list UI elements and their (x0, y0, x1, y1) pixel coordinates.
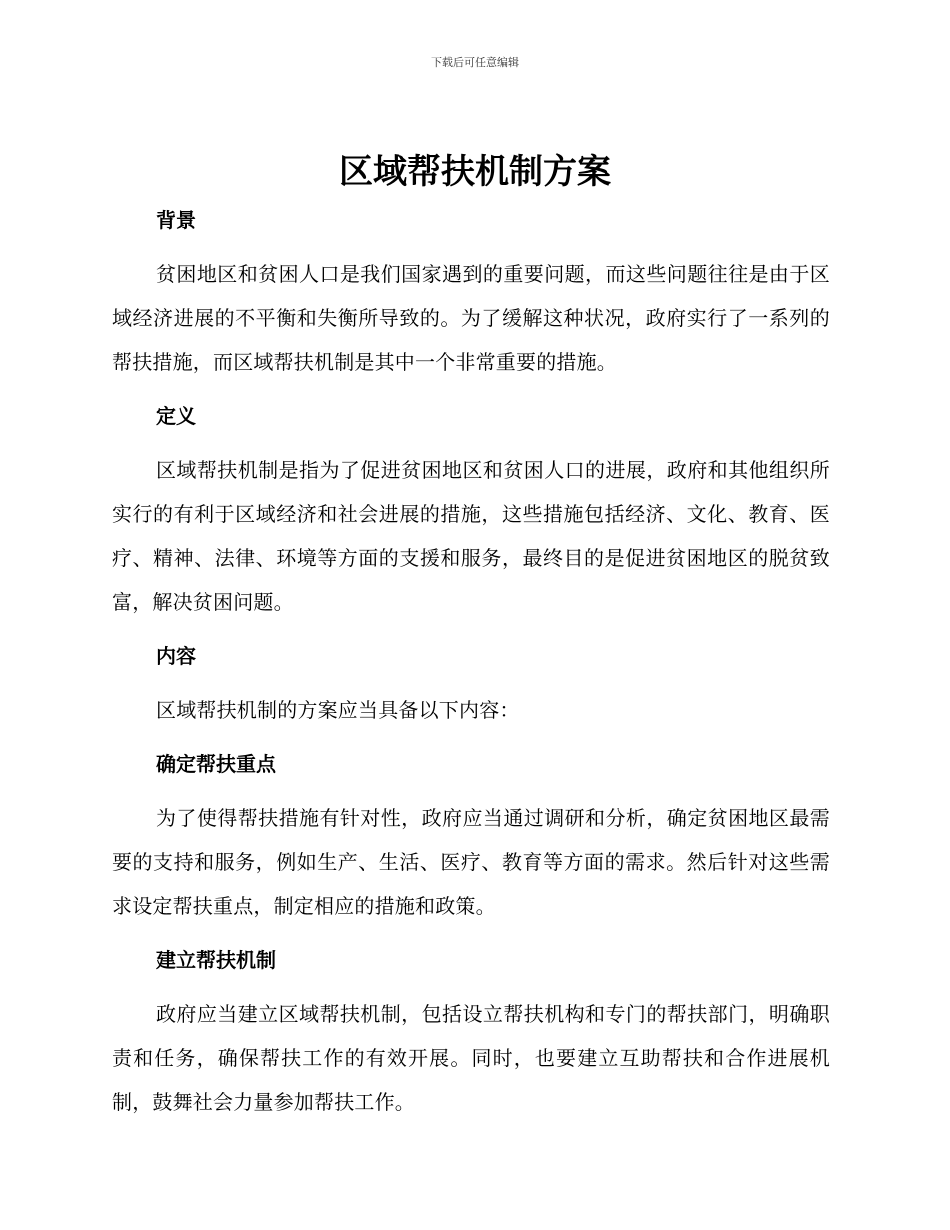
document-body (112, 198, 830, 1124)
section-paragraph-mechanism: 政府应当建立区域帮扶机制，包括设立帮扶机构和专门的帮扶部门，明确职责和任务，确保帮扶工作的有效开展。同时，也要建立互助帮扶和合作进展机制，鼓舞社会力量参加帮扶工作。 (112, 1002, 830, 1114)
section-heading-focus: 确定帮扶重点 (156, 752, 276, 776)
section-heading-background: 背景 (156, 208, 196, 232)
section-heading-content: 内容 (156, 644, 196, 668)
document-title: 区域帮扶机制方案 (339, 152, 611, 192)
section-heading-definition: 定义 (156, 404, 196, 428)
section-paragraph-focus: 为了使得帮扶措施有针对性，政府应当通过调研和分析，确定贫困地区最需要的支持和服务，例如生产、生活、医疗、教育等方面的需求。然后针对这些需求设定帮扶重点，制定相应的措施和政策。 (112, 806, 830, 918)
section-heading-mechanism: 建立帮扶机制 (156, 948, 276, 972)
section-paragraph-content: 区域帮扶机制的方案应当具备以下内容： (156, 698, 520, 722)
section-paragraph-background: 贫困地区和贫困人口是我们国家遇到的重要问题，而这些问题往往是由于区域经济进展的不平衡和失衡所导致的。为了缓解这种状况，政府实行了一系列的帮扶措施，而区域帮扶机制是其中一个非常重要的措施。 (112, 262, 830, 374)
header-note: 下载后可任意编辑 (431, 56, 519, 69)
section-paragraph-definition: 区域帮扶机制是指为了促进贫困地区和贫困人口的进展，政府和其他组织所实行的有利于区域经济和社会进展的措施，这些措施包括经济、文化、教育、医疗、精神、法律、环境等方面的支援和服务，最终目的是促进贫困地区的脱贫致富，解决贫困问题。 (112, 458, 830, 614)
